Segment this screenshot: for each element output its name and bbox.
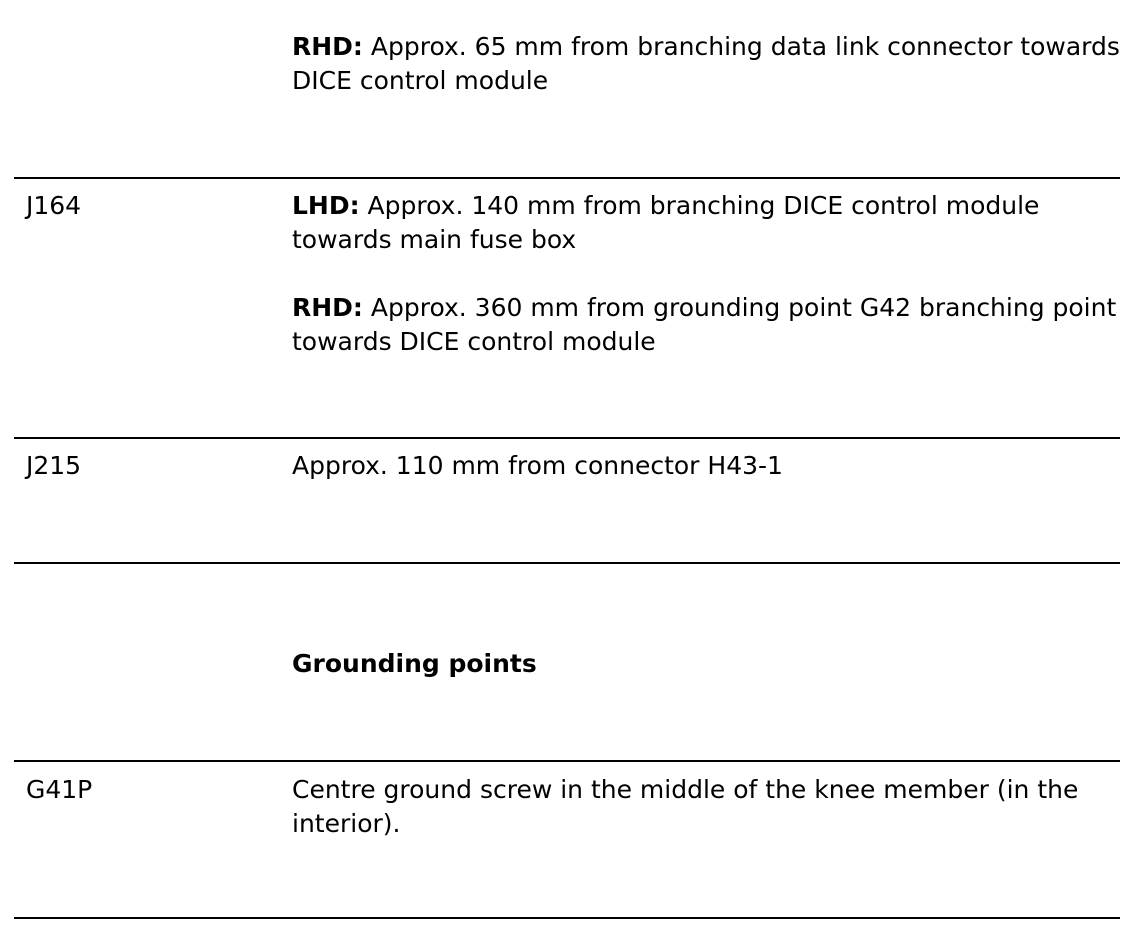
row-1-para-0	[292, 189, 1122, 257]
rhd-text: Approx. 65 mm from branching data link connector towards DICE control module	[292, 32, 1120, 95]
rhd-label: RHD:	[292, 293, 363, 322]
table-divider-4	[14, 760, 1120, 762]
row-1-para-1	[292, 291, 1122, 359]
table-divider-5	[14, 917, 1120, 919]
row-0-para-0	[292, 30, 1122, 98]
table-divider-3	[14, 562, 1120, 564]
row-4-para-0	[292, 773, 1122, 841]
row-0-description	[292, 30, 1122, 98]
rhd-text: Approx. 360 mm from grounding point G42 branching point towards DICE control module	[292, 293, 1117, 356]
lhd-text: Approx. 140 mm from branching DICE control module towards main fuse box	[292, 191, 1040, 254]
section-heading: Grounding points	[292, 649, 537, 678]
j215-text: Approx. 110 mm from connector H43-1	[292, 451, 783, 480]
row-1-code: J164	[26, 191, 82, 220]
row-1-description	[292, 189, 1122, 359]
row-2-para-0	[292, 449, 1122, 483]
g41p-text: Centre ground screw in the middle of the knee member (in the interior).	[292, 775, 1079, 838]
table-divider-1	[14, 177, 1120, 179]
row-4-description	[292, 773, 1122, 841]
row-4-code: G41P	[26, 775, 93, 804]
row-2-description	[292, 449, 1122, 483]
lhd-label: LHD:	[292, 191, 360, 220]
rhd-label: RHD:	[292, 32, 363, 61]
row-2-code: J215	[26, 451, 82, 480]
table-divider-2	[14, 437, 1120, 439]
